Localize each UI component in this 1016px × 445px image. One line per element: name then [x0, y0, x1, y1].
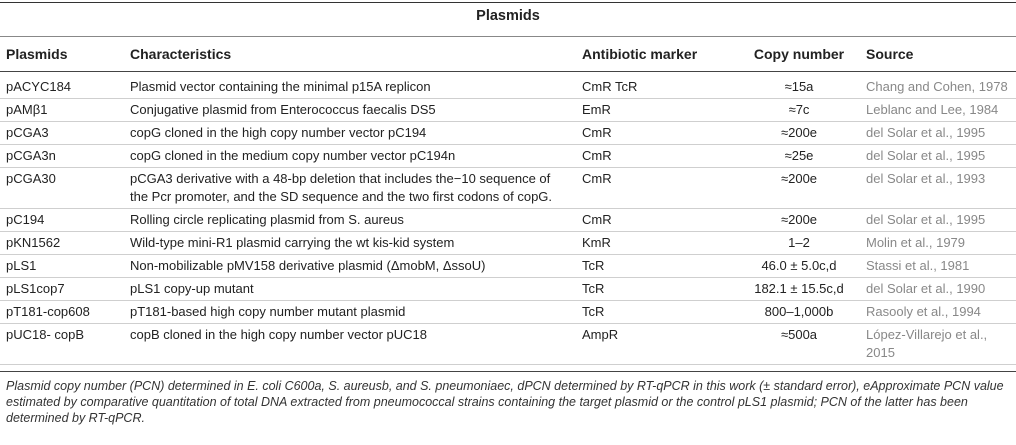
cell-source: del Solar et al., 1990: [860, 278, 1016, 301]
cell-plasmid-name: pCGA3n: [0, 145, 124, 168]
table-row: [0, 122, 1016, 145]
cell-source: del Solar et al., 1995: [860, 209, 1016, 232]
table-row: [0, 99, 1016, 122]
cell-source: del Solar et al., 1995: [860, 145, 1016, 168]
cell-copy-number: ≈200e: [738, 168, 860, 209]
cell-antibiotic-marker: TcR: [576, 301, 738, 324]
cell-copy-number: 182.1 ± 15.5c,d: [738, 278, 860, 301]
cell-plasmid-name: pCGA30: [0, 168, 124, 209]
table-footnote: Plasmid copy number (PCN) determined in E. coli C600a, S. aureusb, and S. pneumoniaec, dPCN determined by RT-qPCR in this work (± standard error), eApproximate PCN value estimated by comparative quantitation of total DNA extracted from pneumococcal strains containing the target plasmid or the control pLS1 plasmid; PCN of the latter has been determined by RT-qPCR.: [6, 379, 1004, 425]
header-characteristics: Characteristics: [124, 37, 576, 72]
cell-plasmid-name: pC194: [0, 209, 124, 232]
cell-characteristics: Conjugative plasmid from Enterococcus faecalis DS5: [124, 99, 576, 122]
table-row: [0, 145, 1016, 168]
table-row: [0, 255, 1016, 278]
cell-plasmid-name: pUC18- copB: [0, 324, 124, 365]
cell-plasmid-name: pLS1cop7: [0, 278, 124, 301]
cell-characteristics: pCGA3 derivative with a 48-bp deletion that includes the−10 sequence of the Pcr promoter, and the SD sequence and the two first codons of copG.: [124, 168, 576, 209]
cell-characteristics: pT181-based high copy number mutant plasmid: [124, 301, 576, 324]
cell-copy-number: ≈15a: [738, 72, 860, 99]
cell-source: del Solar et al., 1995: [860, 122, 1016, 145]
cell-characteristics: Non-mobilizable pMV158 derivative plasmid (ΔmobM, ΔssoU): [124, 255, 576, 278]
table-caption: Plasmids: [476, 8, 540, 24]
cell-source: del Solar et al., 1993: [860, 168, 1016, 209]
bottom-rule: [0, 371, 1016, 372]
header-source: Source: [860, 37, 1016, 72]
cell-copy-number: 46.0 ± 5.0c,d: [738, 255, 860, 278]
cell-characteristics: Plasmid vector containing the minimal p15A replicon: [124, 72, 576, 99]
header-row: [0, 37, 1016, 72]
table-row: [0, 301, 1016, 324]
header-copy-number: Copy number: [738, 37, 860, 72]
cell-plasmid-name: pT181-cop608: [0, 301, 124, 324]
cell-antibiotic-marker: CmR: [576, 122, 738, 145]
table-row: [0, 72, 1016, 99]
cell-plasmid-name: pACYC184: [0, 72, 124, 99]
table-row: [0, 168, 1016, 209]
cell-copy-number: ≈25e: [738, 145, 860, 168]
cell-antibiotic-marker: KmR: [576, 232, 738, 255]
cell-characteristics: Rolling circle replicating plasmid from S. aureus: [124, 209, 576, 232]
cell-antibiotic-marker: TcR: [576, 255, 738, 278]
table-row: [0, 209, 1016, 232]
cell-copy-number: ≈7c: [738, 99, 860, 122]
cell-copy-number: 1–2: [738, 232, 860, 255]
cell-antibiotic-marker: CmR: [576, 209, 738, 232]
cell-source: Chang and Cohen, 1978: [860, 72, 1016, 99]
cell-antibiotic-marker: CmR: [576, 145, 738, 168]
cell-copy-number: 800–1,000b: [738, 301, 860, 324]
cell-antibiotic-marker: EmR: [576, 99, 738, 122]
cell-antibiotic-marker: AmpR: [576, 324, 738, 365]
table-row: [0, 232, 1016, 255]
cell-plasmid-name: pLS1: [0, 255, 124, 278]
cell-source: Leblanc and Lee, 1984: [860, 99, 1016, 122]
cell-source: Rasooly et al., 1994: [860, 301, 1016, 324]
cell-characteristics: pLS1 copy-up mutant: [124, 278, 576, 301]
cell-copy-number: ≈200e: [738, 122, 860, 145]
cell-source: Stassi et al., 1981: [860, 255, 1016, 278]
cell-characteristics: Wild-type mini-R1 plasmid carrying the wt kis-kid system: [124, 232, 576, 255]
cell-characteristics: copG cloned in the high copy number vector pC194: [124, 122, 576, 145]
table-row: [0, 324, 1016, 365]
header-plasmids: Plasmids: [0, 37, 124, 72]
cell-source: López-Villarejo et al., 2015: [860, 324, 1016, 365]
cell-copy-number: ≈200e: [738, 209, 860, 232]
cell-plasmid-name: pAMβ1: [0, 99, 124, 122]
header-antibiotic-marker: Antibiotic marker: [576, 37, 738, 72]
cell-copy-number: ≈500a: [738, 324, 860, 365]
cell-antibiotic-marker: CmR: [576, 168, 738, 209]
plasmids-table: [0, 37, 1016, 365]
cell-plasmid-name: pCGA3: [0, 122, 124, 145]
cell-characteristics: copB cloned in the high copy number vector pUC18: [124, 324, 576, 365]
cell-characteristics: copG cloned in the medium copy number vector pC194n: [124, 145, 576, 168]
cell-plasmid-name: pKN1562: [0, 232, 124, 255]
top-rule: [0, 2, 1016, 3]
table-row: [0, 278, 1016, 301]
cell-source: Molin et al., 1979: [860, 232, 1016, 255]
cell-antibiotic-marker: CmR TcR: [576, 72, 738, 99]
cell-antibiotic-marker: TcR: [576, 278, 738, 301]
